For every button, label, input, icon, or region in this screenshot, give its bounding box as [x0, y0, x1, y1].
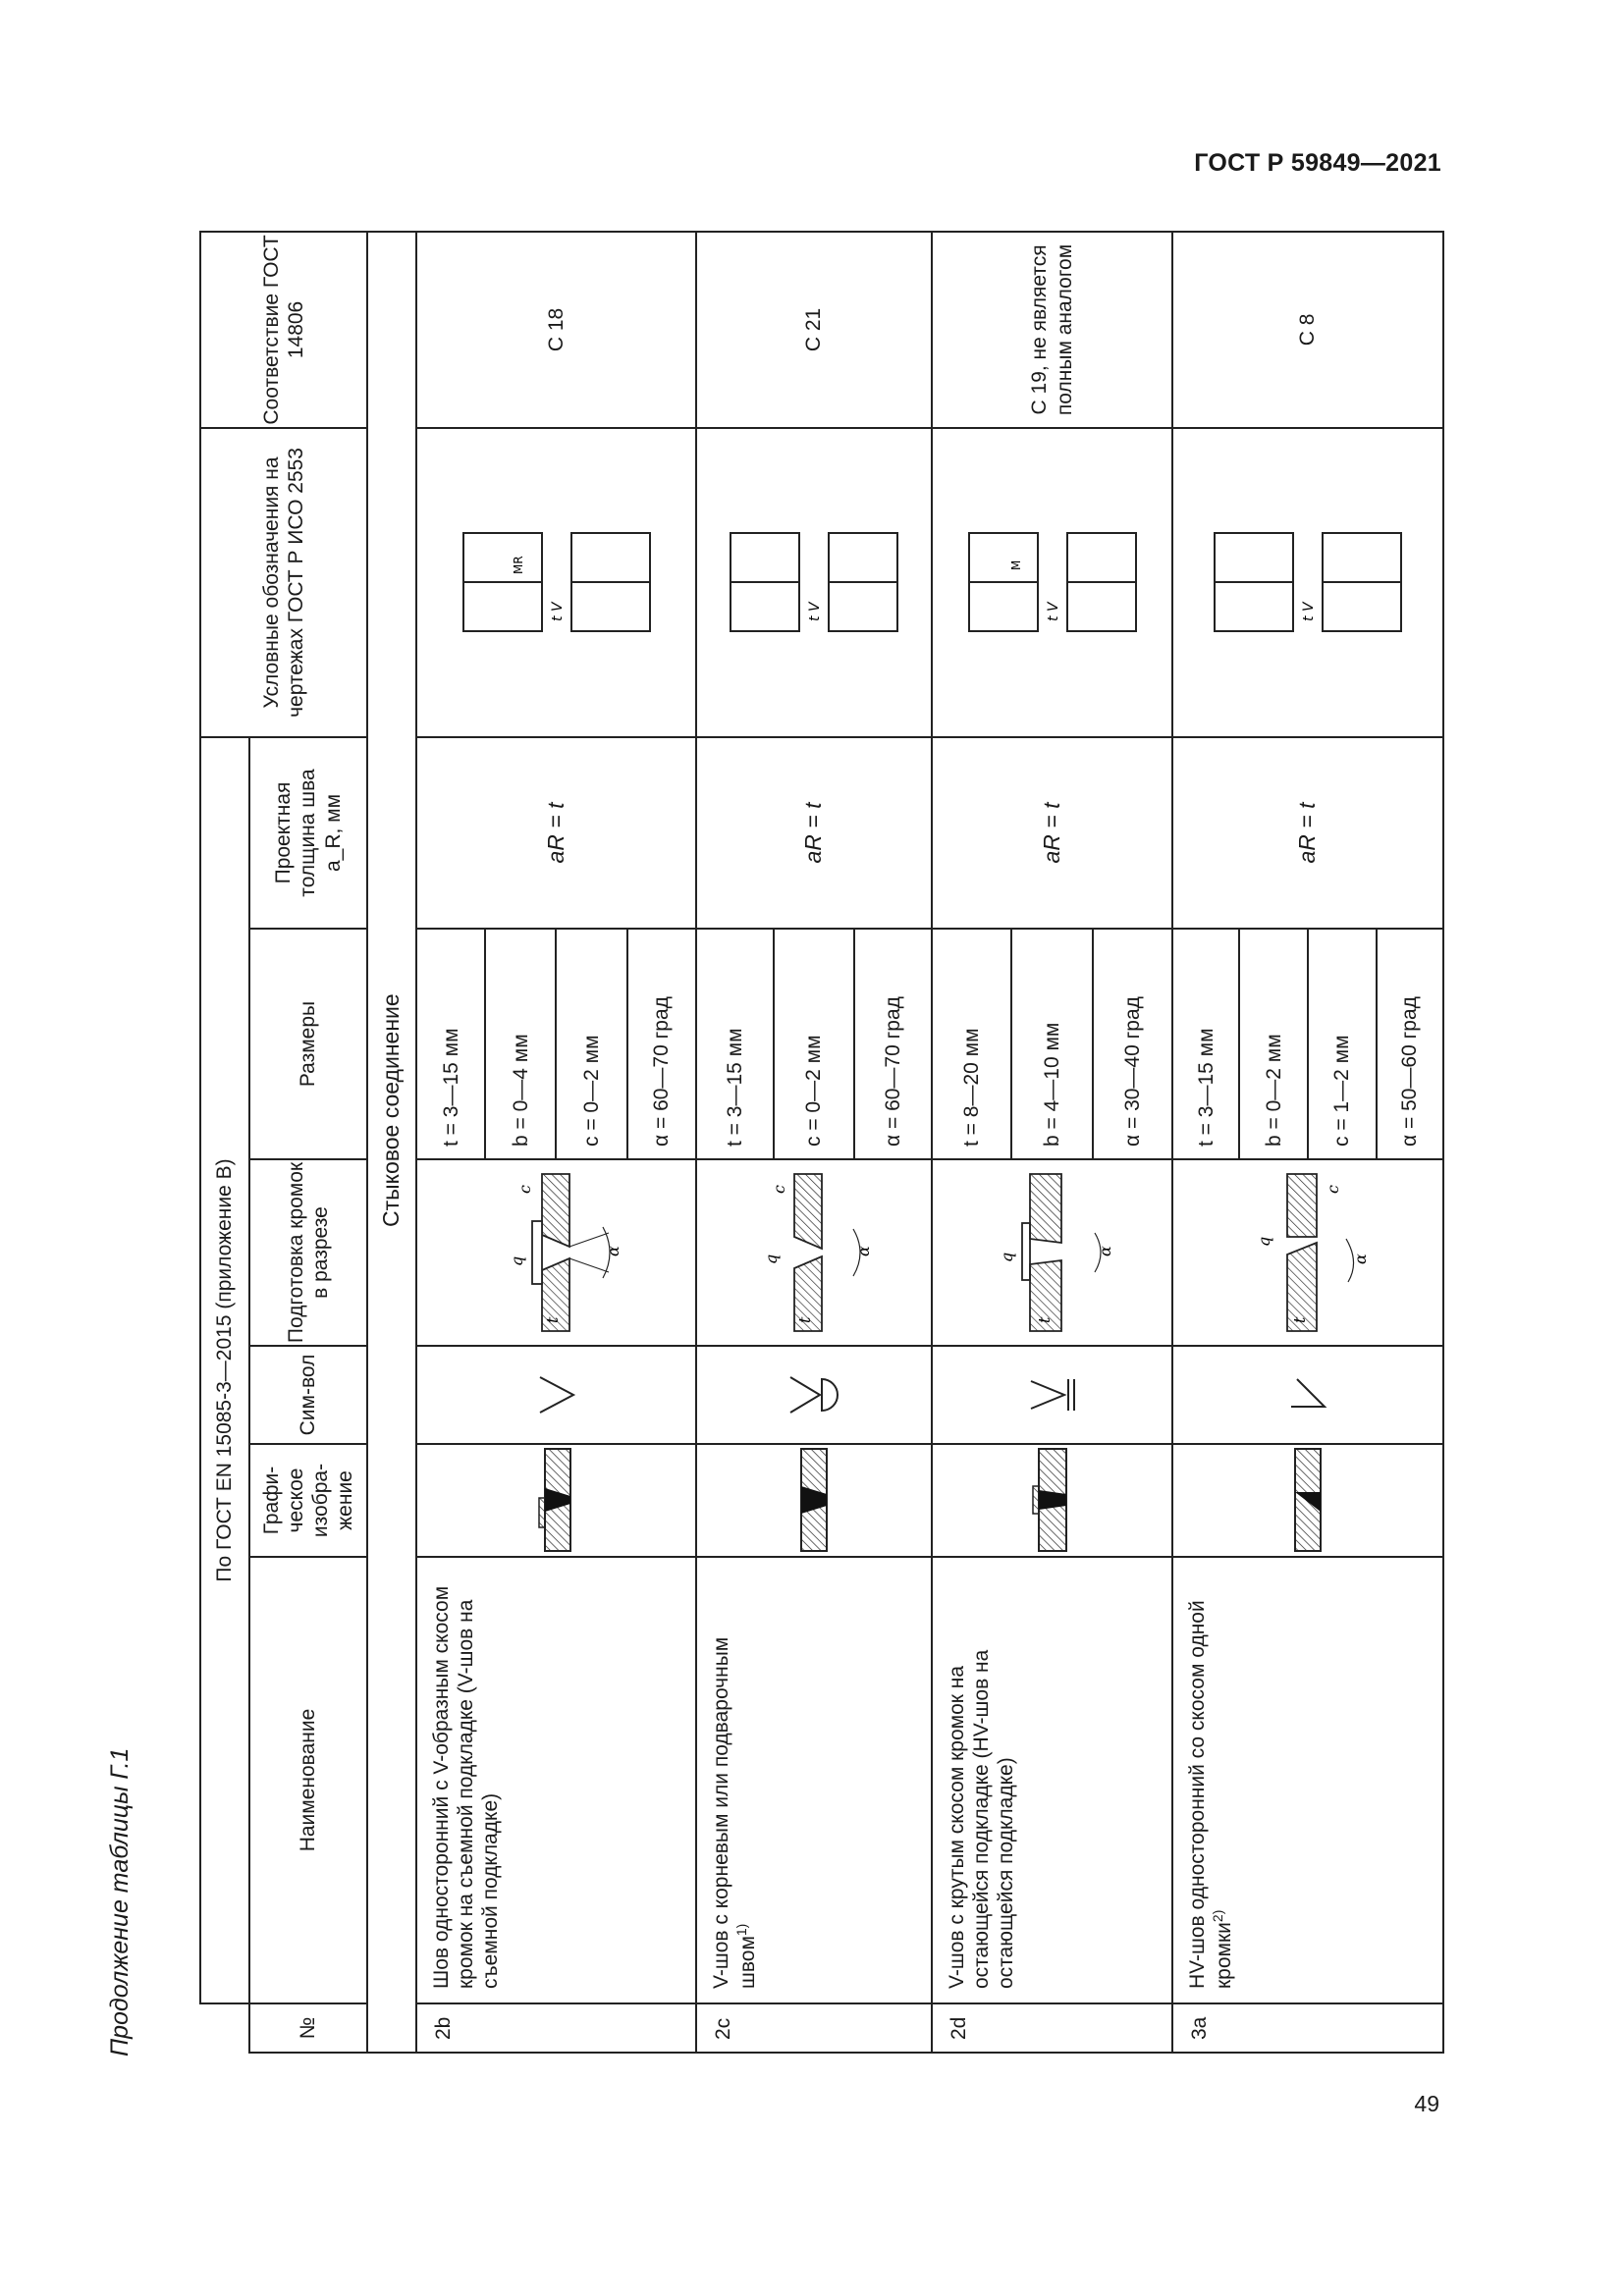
dim-value: α = 30—40 град [1093, 930, 1171, 1158]
row-number: 2c [696, 2003, 932, 2053]
dim-value: α = 60—70 град [627, 930, 695, 1158]
dim-value: t = 3—15 мм [439, 1028, 462, 1147]
edge-prep-drawing-icon [755, 1164, 873, 1341]
row-name-text: HV-шов односторонний со скосом одной кромки [1186, 1600, 1236, 1989]
row-name-text: V-шов с корневым или подварочным швом [710, 1636, 760, 1989]
dim-value: b = 4—10 мм [1011, 930, 1093, 1158]
row-name: V-шов с крутым скосом кромок на остающейся подкладке (HV-шов на остающейся подкладке) [932, 1557, 1172, 2003]
row-name: Шов односторонний с V-образным скосом кромок на съемной подкладке (V-шов на съемной подкладке) [416, 1557, 696, 2003]
weld-table [199, 231, 1444, 2054]
prep-header: Подготовка кромок в разрезе [249, 1159, 367, 1346]
svg-text:α: α [854, 1246, 873, 1256]
dim-value: α = 50—60 град [1377, 930, 1442, 1158]
match-value: С 19, не является полным аналогом [932, 232, 1172, 428]
weld-graphic-icon [1283, 1448, 1332, 1554]
svg-text:t: t [1290, 1316, 1309, 1323]
group-header-row [200, 232, 249, 2053]
svg-text:t: t [542, 1316, 562, 1323]
thickness-header-line2: a_R, мм [321, 793, 345, 873]
svg-text:MR: MR [511, 556, 525, 575]
prep-cell [416, 1159, 696, 1346]
row-number: 3a [1172, 2003, 1443, 2053]
svg-text:t V: t V [1045, 602, 1061, 622]
thickness-value: aR = t [932, 737, 1172, 929]
dims-cell [1172, 929, 1443, 1159]
svg-text:q: q [507, 1255, 526, 1266]
symbol-cell [932, 1346, 1172, 1444]
svg-text:α: α [1351, 1254, 1370, 1264]
dims-cell [416, 929, 696, 1159]
row-name [696, 1557, 932, 2003]
edge-prep-drawing-icon [989, 1164, 1116, 1341]
section-row [367, 232, 416, 2053]
graphic-header: Графи-ческое изобра-жение [249, 1444, 367, 1557]
graphic-cell [1172, 1444, 1443, 1557]
dim-value: t = 3—15 мм [724, 1028, 747, 1147]
rotated-table-container [199, 233, 1442, 2054]
v-weld-backing-symbol-icon [785, 1365, 843, 1424]
thickness-value: aR = t [1172, 737, 1443, 929]
designation-cell [696, 428, 932, 737]
svg-text:α: α [1095, 1246, 1114, 1256]
v-weld-symbol-icon [532, 1365, 581, 1424]
svg-text:c: c [770, 1185, 788, 1194]
svg-text:t V: t V [1301, 602, 1317, 622]
weld-designation-icon [721, 513, 907, 651]
dims-list [417, 930, 695, 1158]
designation-cell [416, 428, 696, 737]
designation-cell [932, 428, 1172, 737]
page-number: 49 [1414, 2091, 1439, 2116]
edge-prep-drawing-icon [493, 1164, 621, 1341]
v-weld-permanent-backing-symbol-icon [1025, 1365, 1080, 1424]
dim-value: c = 0—2 мм [774, 930, 853, 1158]
weld-designation-icon [959, 513, 1146, 651]
no-header: № [249, 2003, 367, 2053]
match-value: С 21 [696, 232, 932, 428]
table-row [696, 232, 932, 2053]
match-value: С 18 [416, 232, 696, 428]
svg-text:α: α [603, 1246, 623, 1256]
dim-value: b = 0—2 мм [1239, 930, 1308, 1158]
match-header: Соответствие ГОСТ 14806 [200, 232, 367, 428]
weld-graphic-icon [1023, 1448, 1082, 1554]
continuation-label: Продолжение таблицы Г.1 [106, 1747, 134, 2056]
graphic-cell [932, 1444, 1172, 1557]
symbol-cell [696, 1346, 932, 1444]
svg-text:t: t [795, 1316, 814, 1323]
symbol-header: Сим-вол [249, 1346, 367, 1444]
thickness-value: aR = t [696, 737, 932, 929]
dims-cell [932, 929, 1172, 1159]
dim-value: α = 60—70 град [854, 930, 931, 1158]
weld-graphic-icon [527, 1448, 586, 1554]
svg-text:t V: t V [549, 602, 566, 622]
graphic-cell [696, 1444, 932, 1557]
svg-text:t V: t V [807, 602, 823, 622]
svg-text:M: M [1008, 561, 1023, 571]
dims-list [697, 930, 931, 1158]
dim-value: c = 0—2 мм [556, 930, 626, 1158]
table-row [1172, 232, 1443, 2053]
section-title: Стыковое соединение [367, 232, 416, 2053]
thickness-value: aR = t [416, 737, 696, 929]
dim-value: b = 0—4 мм [485, 930, 556, 1158]
designation-cell [1172, 428, 1443, 737]
designation-header: Условные обозначения на чертежах ГОСТ Р ИСО 2553 [200, 428, 367, 737]
row-name [1172, 1557, 1443, 2003]
svg-text:c: c [1324, 1185, 1342, 1194]
svg-text:q: q [762, 1254, 781, 1264]
footnote-ref: 1) [733, 1923, 750, 1937]
svg-text:q: q [997, 1252, 1016, 1262]
weld-designation-icon [454, 513, 660, 651]
symbol-cell [1172, 1346, 1443, 1444]
row-number: 2b [416, 2003, 696, 2053]
edge-prep-drawing-icon [1244, 1164, 1372, 1341]
prep-cell [932, 1159, 1172, 1346]
hv-weld-symbol-icon [1283, 1365, 1332, 1424]
dims-list [933, 930, 1171, 1158]
table-row [416, 232, 696, 2053]
row-number: 2d [932, 2003, 1172, 2053]
thickness-header-line1: Проектная толщина шва [272, 769, 320, 897]
symbol-cell [416, 1346, 696, 1444]
weld-designation-icon [1205, 513, 1411, 651]
group-header: По ГОСТ EN 15085-3—2015 (приложение В) [200, 737, 249, 2003]
table-row [932, 232, 1172, 2053]
prep-cell [696, 1159, 932, 1346]
dims-list [1173, 930, 1442, 1158]
name-header: Наименование [249, 1557, 367, 2003]
graphic-cell [416, 1444, 696, 1557]
svg-text:c: c [514, 1185, 534, 1194]
dims-cell [696, 929, 932, 1159]
weld-graphic-icon [789, 1448, 839, 1554]
dim-value: c = 1—2 мм [1308, 930, 1377, 1158]
match-value: С 8 [1172, 232, 1443, 428]
prep-cell [1172, 1159, 1443, 1346]
thickness-header [249, 737, 367, 929]
dims-header: Размеры [249, 929, 367, 1159]
svg-text:q: q [1255, 1236, 1273, 1247]
dim-value: t = 3—15 мм [1194, 1028, 1218, 1147]
svg-text:t: t [1034, 1316, 1054, 1323]
dim-value: t = 8—20 мм [959, 1028, 983, 1147]
footnote-ref: 2) [1210, 1909, 1226, 1923]
document-code: ГОСТ Р 59849—2021 [1194, 149, 1441, 177]
